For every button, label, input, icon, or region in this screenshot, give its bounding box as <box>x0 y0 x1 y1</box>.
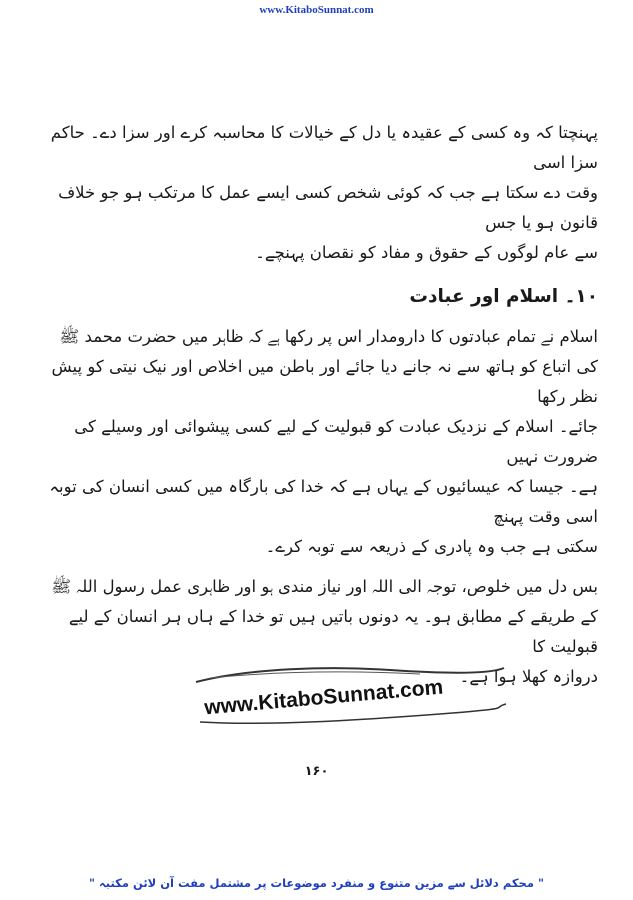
stamp-url: www.KitaboSunnat.com <box>203 675 445 720</box>
watermark-stamp <box>190 664 510 730</box>
header-site-url[interactable]: www.KitaboSunnat.com <box>259 4 374 16</box>
text-line: سے عام لوگوں کے حقوق و مفاد کو نقصان پہنچے۔ <box>255 243 598 262</box>
paragraph-1 <box>42 322 598 562</box>
footer-tagline: " محکم دلائل سے مزین متنوع و منفرد موضوعات پر مشتمل مفت آن لائن مکتبہ " <box>89 876 544 890</box>
text-line: پہنچتا کہ وہ کسی کے عقیدہ یا دل کے خیالات کا محاسبہ کرے اور سزا دے۔ حاکم سزا اسی <box>50 123 598 172</box>
text-line: کی اتباع کو ہاتھ سے نہ جانے دیا جائے اور باطن میں اخلاص اور نیک نیتی کو پیش نظر رکھا <box>51 357 598 406</box>
text-line: بس دل میں خلوص، توجہ الی اللہ اور نیاز مندی ہو اور ظاہری عمل رسول اللہ ﷺ <box>51 577 598 596</box>
text-line: وقت دے سکتا ہے جب کہ کوئی شخص کسی ایسے عمل کا مرتکب ہو جو خلاف قانون ہو یا جس <box>58 183 598 232</box>
text-line: اسلام نے تمام عبادتوں کا دارومدار اس پر رکھا ہے کہ ظاہر میں حضرت محمد ﷺ <box>59 327 598 346</box>
text-line: کے طریقے کے مطابق ہو۔ یہ دونوں باتیں ہیں تو خدا کے ہاں ہر انسان کے لیے قبولیت کا <box>68 607 598 656</box>
intro-paragraph <box>42 118 598 268</box>
page-number: ۱۶۰ <box>304 764 329 779</box>
text-line: سکتی ہے جب وہ پادری کے ذریعہ سے توبہ کرے۔ <box>265 537 598 556</box>
section-heading: ۱۰۔ اسلام اور عبادت <box>409 286 598 307</box>
text-line: جائے۔ اسلام کے نزدیک عبادت کو قبولیت کے لیے کسی پیشوائی اور وسیلے کی ضرورت نہیں <box>74 417 598 466</box>
page-body <box>42 118 598 692</box>
text-line: ہے۔ جیسا کہ عیسائیوں کے یہاں ہے کہ خدا کی بارگاہ میں کسی انسان کی توبہ اسی وقت پہنچ <box>49 477 598 526</box>
text-line: دروازہ کھلا ہوا ہے۔ <box>459 667 598 686</box>
